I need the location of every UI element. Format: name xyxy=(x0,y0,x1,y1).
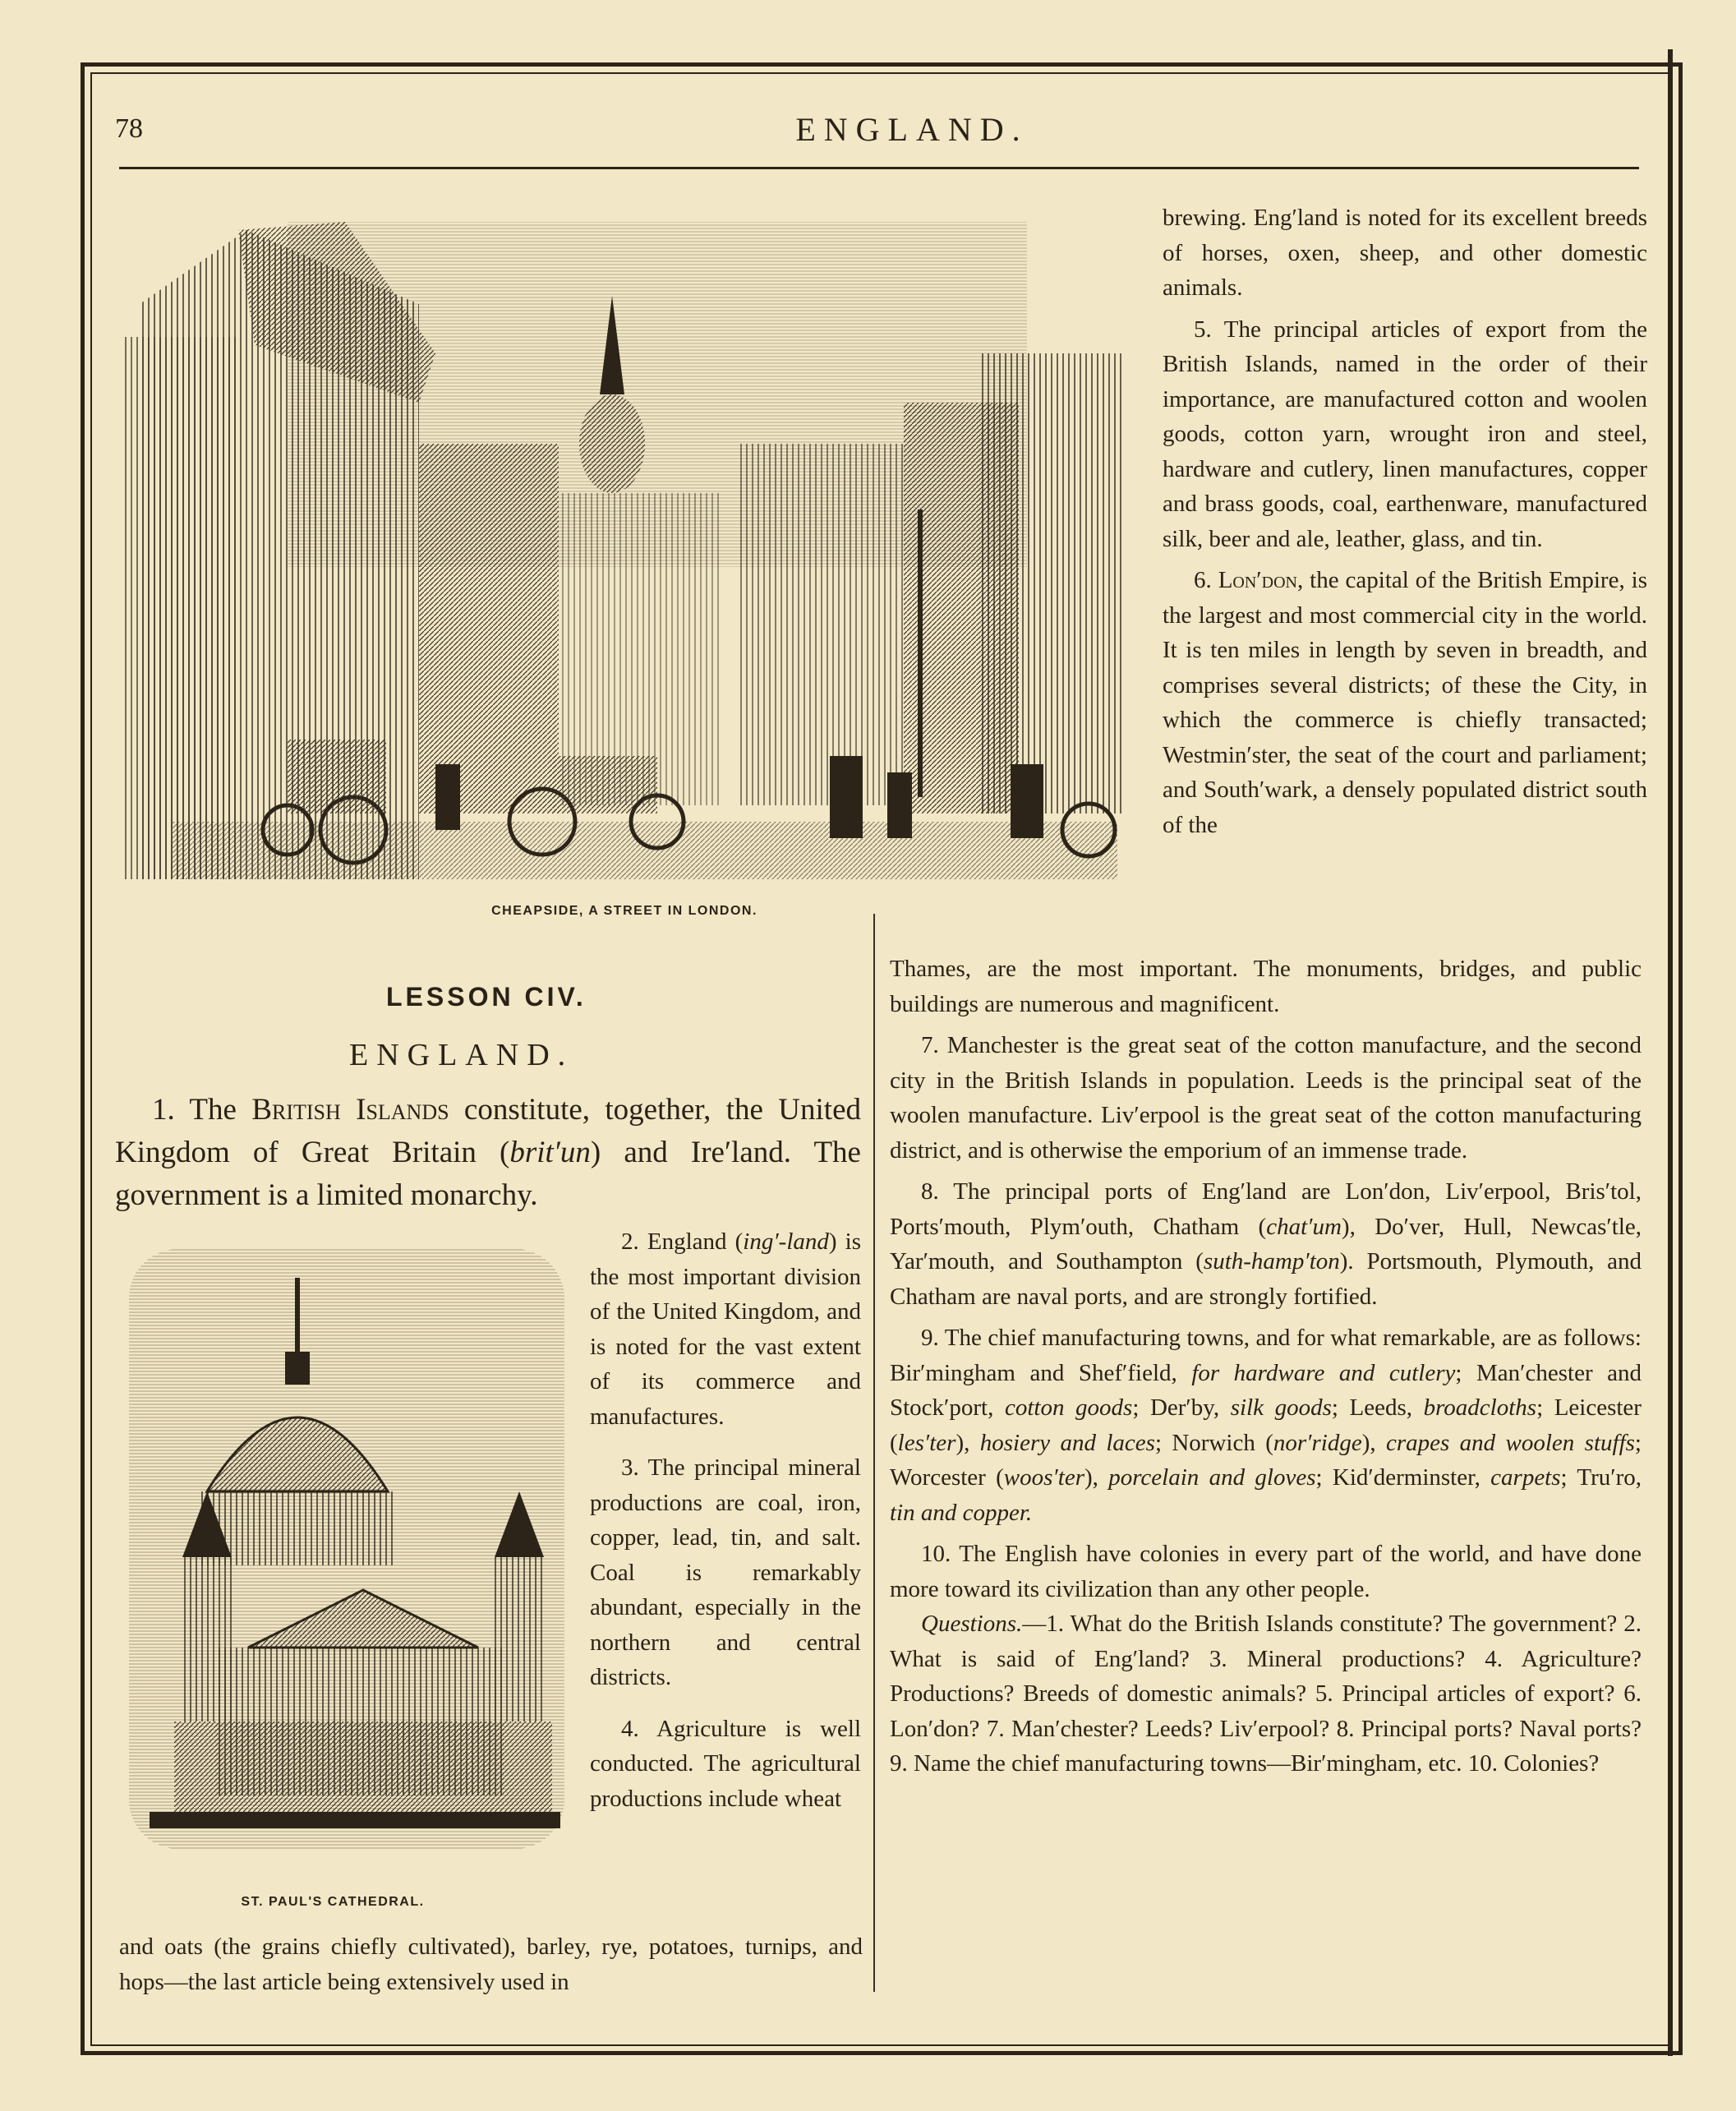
p9-n: nor′ridge xyxy=(1273,1429,1362,1456)
p8-text-a: 8. The principal ports of Eng′land are Lon′don, Liv′erpool, Bris′tol, Ports′mouth, Plym′outh, Chatham ( xyxy=(890,1178,1642,1240)
paragraph-8 xyxy=(890,1174,1642,1314)
p9-v: carpets xyxy=(1490,1464,1561,1491)
p9-m: ; Norwich ( xyxy=(1154,1429,1273,1456)
p9-c: ; Man′chester and Stock′port, xyxy=(890,1359,1642,1421)
p9-j: les′ter xyxy=(897,1429,956,1456)
p9-b: for hardware and cutlery xyxy=(1191,1359,1456,1386)
p8-italic-chatham: chat′um xyxy=(1266,1213,1342,1240)
p1-british-islands: British Islands xyxy=(251,1093,449,1127)
p2-pronunciation: ing′-land xyxy=(743,1228,829,1255)
p9-s: ), xyxy=(1084,1464,1109,1491)
st-pauls-engraving xyxy=(125,1245,569,1869)
column-rule xyxy=(873,914,875,1992)
p9-q: ; Worcester ( xyxy=(890,1429,1642,1491)
right-lower-text xyxy=(890,952,1642,1781)
p9-t: porcelain and gloves xyxy=(1108,1464,1316,1491)
p9-x: tin and copper. xyxy=(890,1499,1033,1526)
paragraph-6-london: Lon′don, xyxy=(1218,567,1304,593)
p9-d: cotton goods xyxy=(1004,1394,1133,1421)
page-number: 78 xyxy=(115,113,143,144)
p1-pronunciation: brit′un xyxy=(509,1136,591,1169)
p9-r: woos′ter xyxy=(1003,1464,1084,1491)
paragraph-6-text: the capital of the British Empire, is the largest and most commercial city in the world. It is ten miles in length by seven in breadth, and comprises several districts; of these the City, in which the commerce is chiefly transacted; Westmin′ster, the seat of the court and parliament; and South′wark, a densely populated district south of the xyxy=(1163,567,1647,838)
p9-i: ; Leicester ( xyxy=(890,1394,1642,1456)
left-wrap-text xyxy=(590,1224,861,1816)
p8-text-e: ). Portsmouth, Plymouth, and Chatham are naval ports, and are strongly fortified. xyxy=(890,1248,1642,1310)
paragraph-6 xyxy=(1163,563,1647,842)
left-bottom-text xyxy=(119,1929,863,1999)
p9-o: ), xyxy=(1361,1429,1386,1456)
paragraph-10: 10. The English have colonies in every part of the world, and have done more toward its civilization than any other people. xyxy=(890,1541,1642,1602)
bottom-figure-caption: ST. PAUL'S CATHEDRAL. xyxy=(241,1895,425,1909)
p1-text-b: ) and Ire′land. The government is a limited monarchy. xyxy=(115,1136,861,1212)
paragraph-4: 4. Agriculture is well conducted. The agricultural productions include wheat xyxy=(590,1715,861,1812)
paragraph-6-number: 6. xyxy=(1194,567,1212,593)
p8-text-c: ), Do′ver, Hull, Newcas′tle, Yar′mouth, and Southampton ( xyxy=(890,1213,1642,1274)
questions xyxy=(890,1606,1642,1781)
paragraph-9 xyxy=(890,1321,1642,1530)
p9-k: ), xyxy=(955,1429,980,1456)
p9-a: 9. The chief manufacturing towns, and for what remarkable, are as follows: Bir′mingham and Shef′field, xyxy=(890,1325,1642,1386)
p2-text-b: ) is the most important division of the United Kingdom, and is noted for the vast extent of its commerce and manufactures. xyxy=(590,1228,861,1430)
p1-text-a: constitute, together, the United Kingdom of Great Britain ( xyxy=(115,1093,861,1169)
p2-text-a: 2. England ( xyxy=(621,1228,744,1255)
top-figure-caption: CHEAPSIDE, A STREET IN LONDON. xyxy=(491,904,757,918)
paragraph-6-end: Thames, are the most important. The monuments, bridges, and public buildings are numerous and magnificent. xyxy=(890,956,1642,1017)
questions-label: Questions. xyxy=(921,1611,1023,1637)
p9-w: ; Tru′ro, xyxy=(1560,1464,1642,1491)
p9-l: hosiery and laces xyxy=(979,1429,1155,1456)
p9-p: crapes and woolen stuffs xyxy=(1385,1429,1635,1456)
p9-e: ; Der′by, xyxy=(1132,1394,1231,1421)
paragraph-7: 7. Manchester is the great seat of the cotton manufacture, and the second city in the British Islands in population. Leeds is the principal seat of the woolen manufacture. Liv′erpool is the great seat of the cotton manufacturing district, and is otherwise the emporium of an immense trade. xyxy=(890,1032,1642,1164)
paragraph-4-continued: brewing. Eng′land is noted for its excellent breeds of horses, oxen, sheep, and other domestic animals. xyxy=(1163,205,1647,301)
paragraph-4-continued-left: and oats (the grains chiefly cultivated), barley, rye, potatoes, turnips, and hops—the last article being extensively used in xyxy=(119,1934,863,1995)
paragraph-2 xyxy=(590,1224,861,1434)
right-upper-text xyxy=(1163,200,1647,842)
lesson-number: LESSON CIV. xyxy=(386,982,587,1012)
running-title: ENGLAND. xyxy=(795,111,1029,148)
p9-g: ; Leeds, xyxy=(1331,1394,1424,1421)
paragraph-3: 3. The principal mineral productions are coal, iron, copper, lead, tin, and salt. Coal is remarkably abundant, especially in the northern and central districts. xyxy=(590,1454,861,1690)
p9-u: ; Kid′derminster, xyxy=(1315,1464,1491,1491)
p8-italic-southampton: suth-hamp′ton xyxy=(1203,1248,1340,1274)
street-engraving xyxy=(123,197,1134,896)
paragraph-5: 5. The principal articles of export from the British Islands, named in the order of their importance, are manufactured cotton and woolen goods, cotton yarn, wrought iron and steel, hardware and cutlery, linen manufactures, copper and brass goods, coal, earthenware, manufactured silk, beer and ale, leather, glass, and tin. xyxy=(1163,316,1647,552)
questions-text: —1. What do the British Islands constitute? The government? 2. What is said of Eng′land? 3. Mineral productions? 4. Agriculture? Productions? Breeds of domestic animals? 5. Principal articles of export? 6. Lon′don? 7. Man′chester? Leeds? Liv′erpool? 8. Principal ports? Naval ports? 9. Name the chief manufacturing towns—Bir′mingham, etc. 10. Colonies? xyxy=(890,1611,1642,1777)
p9-h: broadcloths xyxy=(1423,1394,1537,1421)
lesson-title: ENGLAND. xyxy=(349,1038,574,1072)
p1-number: 1. The xyxy=(152,1093,252,1127)
paragraph-1 xyxy=(115,1089,861,1217)
page-border-right xyxy=(1668,49,1673,2056)
p9-f: silk goods xyxy=(1230,1394,1332,1421)
header-rule xyxy=(119,167,1639,169)
